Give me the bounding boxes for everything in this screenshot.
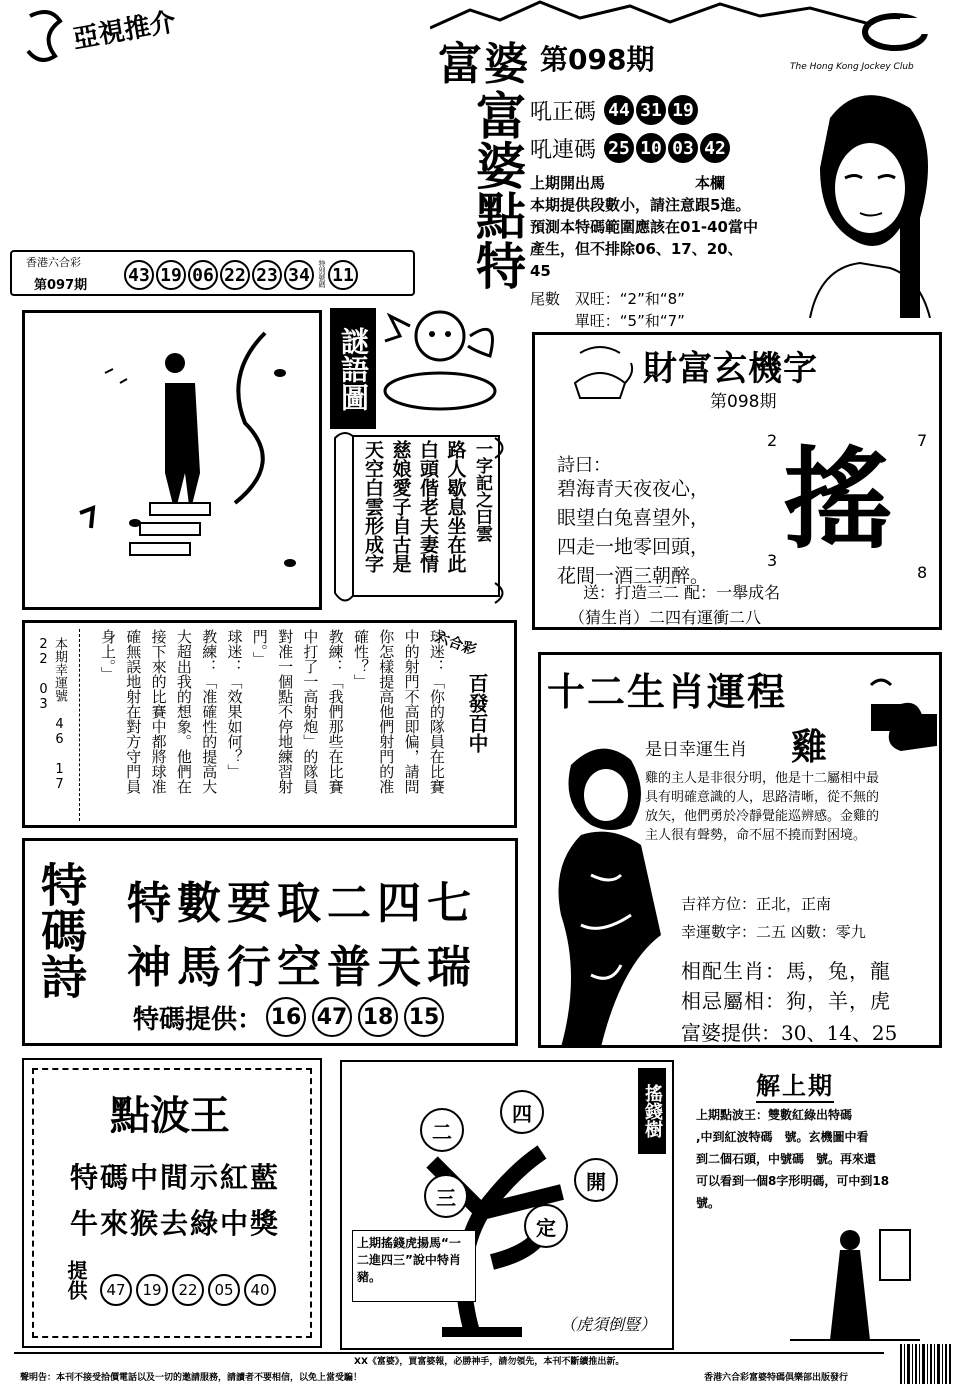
brand-name: 亞視推介 xyxy=(70,7,179,55)
special-label: 特別號碼 xyxy=(318,260,326,288)
tree-ball: 定 xyxy=(524,1204,568,1248)
lian-ball: 42 xyxy=(700,133,730,163)
header-issue: 第098期 xyxy=(540,43,655,76)
dialogue-col: 教練：「准確性的提高大 xyxy=(200,629,219,794)
teapot-illustration xyxy=(565,343,635,403)
result-ball: 43 xyxy=(124,260,154,290)
tree-caption: （虎須倒豎） xyxy=(560,1315,657,1334)
bowang-ball: 19 xyxy=(136,1274,168,1306)
zodiac-lucky: 雞 xyxy=(791,727,828,768)
tree-box xyxy=(340,1060,674,1350)
lian-label: 吼連碼 xyxy=(530,137,597,163)
dialogue-col: 球迷：「你的隊員在比賽 xyxy=(427,629,446,794)
dialogue-col: 確無誤地射在對方守門員 xyxy=(124,629,143,794)
dialogue-side: 本期幸運號 46 17 22 03 xyxy=(36,637,67,792)
footer xyxy=(14,1352,884,1386)
xuanji-poem-line: 眼望白兔喜望外， xyxy=(557,507,710,529)
zodiac-clash: 相忌屬相：狗，羊，虎 xyxy=(681,989,891,1013)
xuanji-poem-label: 詩曰： xyxy=(557,455,611,476)
last-result-issue: 第097期 xyxy=(34,278,88,293)
jie-box xyxy=(690,1060,945,1350)
dialogue-col: 球迷：「效果如何？」 xyxy=(225,629,244,779)
barcode xyxy=(900,1344,952,1384)
dialogue-col: 對准一個點不停地練習射 xyxy=(276,629,295,794)
dialogue-col: 身上。」 xyxy=(99,629,117,682)
dialogue-col: 大超出我的想象。他們在 xyxy=(174,629,193,794)
dialogue-tag: 六合彩 xyxy=(433,629,479,659)
special-ball: 11 xyxy=(328,260,358,290)
dialogue-col: 教練：「我們那些在比賽 xyxy=(326,629,345,794)
zheng-label: 吼正碼 xyxy=(530,99,597,125)
corner-br: 8 xyxy=(917,563,928,582)
brand-logo xyxy=(20,6,70,66)
zodiac-desc-line: 雞的主人是非很分明，他是十二屬相中最 xyxy=(645,771,880,786)
bowang-box xyxy=(22,1058,322,1348)
header-title: 富婆 xyxy=(438,39,530,90)
result-ball: 23 xyxy=(252,260,282,290)
xuanji-title: 財富玄機字 xyxy=(643,349,818,389)
zheng-ball: 19 xyxy=(668,95,698,125)
result-ball: 34 xyxy=(284,260,314,290)
xuanji-big-char: 搖 xyxy=(783,436,893,564)
xuanji-box xyxy=(532,332,942,630)
riddle-columns xyxy=(361,440,493,590)
riddle-poem-col: 路人歇息坐在此 xyxy=(444,440,467,573)
zodiac-desc-line: 具有明確意識的人，思路清晰，從不無的 xyxy=(645,790,880,805)
jie-line: 上期點波王：雙數紅綠出特碼 xyxy=(696,1108,853,1122)
last-result-label: 香港六合彩 xyxy=(26,256,81,269)
lian-ball: 25 xyxy=(604,133,634,163)
zodiac-desc xyxy=(645,769,941,845)
poem-ball: 16 xyxy=(266,997,306,1037)
lian-ball: 10 xyxy=(636,133,666,163)
riddle-title: 謎語圖 xyxy=(330,308,376,429)
poem-ball: 47 xyxy=(312,997,352,1037)
dian-te-title: 富婆點特 xyxy=(468,90,527,290)
tree-ball: 四 xyxy=(500,1090,544,1134)
dialogue-col: 中的射門不高即偏，請問 xyxy=(402,629,421,794)
bowang-ball: 22 xyxy=(172,1274,204,1306)
dian-te-text xyxy=(530,172,810,282)
tree-notice: 上期搖錢虎揚馬“一二進四三”說中特肖豬。 xyxy=(352,1230,476,1302)
tail-line-2: 單旺：“5”和“7” xyxy=(574,312,685,330)
jockey-club-logo xyxy=(860,8,930,53)
zodiac-numbers: 幸運數字：二五 凶數：零九 xyxy=(681,923,866,941)
last-result-bar xyxy=(10,250,415,296)
poem-provide xyxy=(133,997,447,1037)
xuanji-poem xyxy=(557,475,709,591)
jie-line: 到二個石頭，中號碼 號。再來還 xyxy=(696,1152,877,1166)
bowang-ball: 40 xyxy=(244,1274,276,1306)
zodiac-direction: 吉祥方位：正北，正南 xyxy=(681,895,832,913)
dian-te-line: 上期開出馬 本欄 xyxy=(530,174,726,192)
zodiac-desc-line: 主人很有聲勢，命不屈不撓而對困境。 xyxy=(645,828,867,843)
tail-line-1: 双旺：“2”和“8” xyxy=(574,290,685,308)
dialogue-box xyxy=(22,620,517,828)
bowang-title: 點波王 xyxy=(110,1092,230,1139)
jie-line: 可以看到一個8字形明碼，可中到18 xyxy=(696,1174,890,1188)
result-ball: 19 xyxy=(156,260,186,290)
tail-label: 尾數 xyxy=(530,290,561,308)
dialogue-col: 接下來的比賽中都將球准 xyxy=(149,629,168,794)
riddle-poem-col: 白頭偕老夫妻情 xyxy=(417,440,439,573)
poem-provide-label: 特碼提供： xyxy=(133,1004,264,1035)
dian-te-line: 預測本特碼範圍應該在01-40當中 xyxy=(530,218,758,236)
poem-line-2: 神馬行空普天瑞 xyxy=(127,942,477,993)
zheng-ball: 31 xyxy=(636,95,666,125)
woman-portrait xyxy=(790,78,940,318)
cupid-illustration xyxy=(380,296,510,416)
zodiac-desc-line: 放矢，他們勇於冷靜覺能巡辨感。金雞的 xyxy=(645,809,880,824)
zodiac-provide: 富婆提供：30、14、25 xyxy=(681,1021,898,1045)
footer-notice: 聲明告：本刊不接受拾價電話以及一切的邀請服務，請讀者不要相信，以免上當受騙！ xyxy=(20,1373,363,1383)
riddle-poem-col: 天空白雲形成字 xyxy=(362,440,384,573)
footer-publisher: 香港六合彩富婆特碼俱樂部出版發行 xyxy=(704,1373,849,1383)
riddle-illustration xyxy=(25,313,319,607)
lian-ball: 03 xyxy=(668,133,698,163)
riddle-puzzle: 一字記之曰雲 xyxy=(472,440,492,542)
dialogue-col: 你怎樣提高他們射門的准 xyxy=(377,629,396,794)
dialogue-col: 確性？」 xyxy=(351,629,370,689)
xuanji-guess: （猜生肖）二四有運衝二八 xyxy=(569,608,762,627)
riddle-scroll xyxy=(325,428,515,613)
tree-title: 搖錢樹 xyxy=(638,1068,666,1154)
jie-title: 解上期 xyxy=(756,1066,834,1103)
mountain-decoration xyxy=(430,0,870,30)
corner-tl: 2 xyxy=(767,431,778,450)
bowang-line-1: 特碼中間示紅藍 xyxy=(70,1161,281,1194)
zodiac-match: 相配生肖：馬，兔，龍 xyxy=(681,959,891,983)
bowang-line-2: 牛來猴去綠中獎 xyxy=(70,1207,281,1240)
poem-box xyxy=(22,838,518,1046)
zheng-ball: 44 xyxy=(604,95,634,125)
bowang-provide-label: 提供 xyxy=(64,1260,88,1300)
xuanji-poem-line: 四走一地零回頭， xyxy=(557,536,710,558)
jie-line: 號。 xyxy=(696,1196,721,1210)
xuanji-send: 送：打造三二 配：一舉成名 xyxy=(583,583,781,602)
poem-line-1: 特數要取二四七 xyxy=(127,878,477,929)
bowang-ball: 47 xyxy=(100,1274,132,1306)
tree-ball: 二 xyxy=(420,1108,464,1152)
jockey-club-name: The Hong Kong Jockey Club xyxy=(790,62,914,72)
header xyxy=(0,0,960,90)
footer-line-1: XX《富婆》，買富婆報，必勝神手，請勿領先，本刊不斷續推出新。 xyxy=(354,1357,625,1367)
dialogue-divider xyxy=(79,629,81,821)
poem-ball: 15 xyxy=(404,997,444,1037)
scholar-illustration xyxy=(780,1220,930,1345)
dian-te-line: 本期提供段數小，請注意跟5進。 xyxy=(530,196,751,214)
result-ball: 22 xyxy=(220,260,250,290)
xuanji-issue: 第098期 xyxy=(710,392,777,412)
corner-tr: 7 xyxy=(917,431,928,450)
tail-block xyxy=(530,288,810,332)
jie-text xyxy=(696,1104,941,1214)
corner-bl: 3 xyxy=(767,551,778,570)
dialogue-col: 門。」 xyxy=(250,629,269,667)
lian-row xyxy=(530,128,810,168)
dialogue-columns xyxy=(97,629,447,819)
jie-line: ,中到紅波特碼 號。玄機圖中看 xyxy=(696,1130,869,1144)
xuanji-poem-line: 花間一酒三朝醉。 xyxy=(557,565,710,587)
zodiac-box xyxy=(538,652,942,1048)
dian-te-line: 產生，但不排除06、17、20、 xyxy=(530,240,743,258)
bowang-ball: 05 xyxy=(208,1274,240,1306)
riddle-picture-box xyxy=(22,310,322,610)
tree-ball: 三 xyxy=(424,1174,468,1218)
riddle-poem-col: 慈娘愛子自古是 xyxy=(389,440,412,573)
hand-icon xyxy=(861,675,941,755)
dian-te-line: 45 xyxy=(530,262,551,280)
bowang-balls xyxy=(98,1274,278,1306)
dian-te-panel xyxy=(530,92,810,330)
poem-label: 特碼詩 xyxy=(34,861,88,999)
zheng-row xyxy=(530,92,810,128)
xuanji-poem-line: 碧海青天夜夜心， xyxy=(557,478,710,500)
last-result-balls xyxy=(124,260,360,290)
poem-ball: 18 xyxy=(358,997,398,1037)
tree-ball: 開 xyxy=(574,1158,618,1202)
zodiac-lucky-label: 是日幸運生肖 xyxy=(645,740,747,760)
result-ball: 06 xyxy=(188,260,218,290)
dialogue-col: 中打了一高射炮」的隊員 xyxy=(301,629,320,794)
dialogue-slogan: 百發百中 xyxy=(465,673,489,753)
zodiac-title: 十二生肖運程 xyxy=(547,669,788,714)
zodiac-woman-illustration xyxy=(541,735,681,1047)
